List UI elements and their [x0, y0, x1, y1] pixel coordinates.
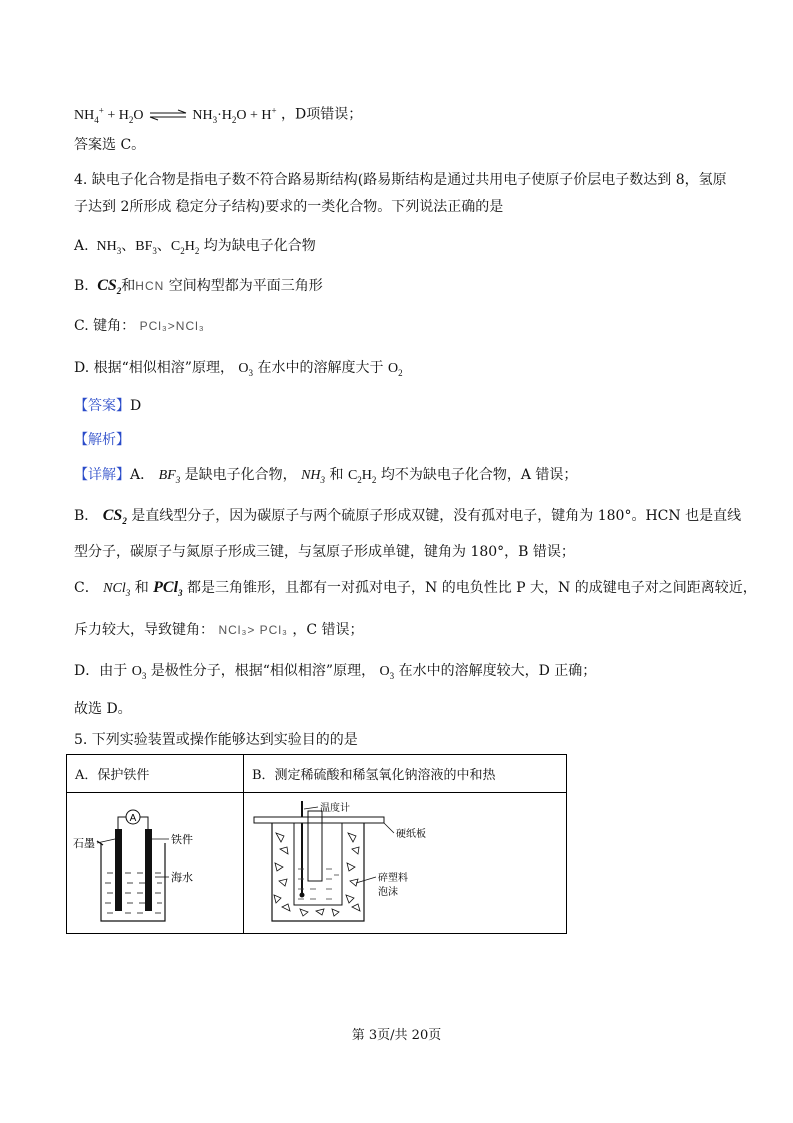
q4-stem-line2: 子达到 2所形成 稳定分子结构)要求的一类化合物。下列说法正确的是	[74, 199, 504, 215]
iron-electrode	[145, 829, 152, 911]
q4-option-a: A. $NH_3$、$BF_3$、$C_2H_2$ 均为缺电子化合物	[74, 238, 316, 256]
q4-stem-line1: 4. 缺电子化合物是指电子数不符合路易斯结构(路易斯结构是通过共用电子使原子价层电子数达到 8，氢原	[74, 172, 727, 188]
q5-option-a-head: A．保护铁件	[67, 755, 244, 793]
foam-pieces	[274, 833, 360, 916]
graphite-electrode	[115, 829, 122, 911]
graphite-label: 石墨	[73, 837, 95, 850]
q5-stem: 5. 下列实验装置或操作能够达到实验目的的是	[74, 732, 358, 748]
cardboard-label: 硬纸板	[396, 829, 426, 840]
electrolysis-apparatus-figure	[67, 793, 243, 929]
equilibrium-arrow-icon	[148, 109, 188, 121]
q4-conclusion: 故选 D。	[74, 701, 132, 717]
page-footer: 第 3页/共 20页	[351, 1028, 442, 1043]
q5-figure-b-cell	[244, 793, 567, 934]
q4-detail-c: C． NCl$_3$ 和 PCl$_3$ 都是三角锥形，且都有一对孤对电子，N 的电负性比 P 大，N 的成键电子对之间距离较近，	[74, 579, 757, 599]
ammeter-label: A	[129, 813, 137, 824]
q4-detail-c-line2: 斥力较大，导致键角： NCl₃> PCl₃ ，C 错误；	[74, 622, 364, 638]
q4-option-b: B. $CS_2$和HCN 空间构型都为平面三角形	[74, 277, 323, 297]
equation-line: $NH_4^+ + H_2O$ $NH_3\cdot H_2O + H^+$ ，D项错误；	[74, 105, 363, 125]
q4-detail-d: D．由于 $O_3$ 是极性分子，根据“相似相溶”原理， $O_3$ 在水中的溶解度较大，D 正确；	[74, 663, 597, 681]
foam-label-line1: 碎塑料	[378, 873, 408, 884]
q4-detail-a: 【详解】A． $BF_3$ 是缺电子化合物， $NH_3$ 和 $C_2H_2$ 均不为缺电子化合物，A 错误；	[74, 467, 578, 485]
q5-options-table	[66, 754, 567, 934]
thermometer-label: 温度计	[320, 803, 350, 814]
q4-option-d: D. 根据“相似相溶”原理， $O_3$ 在水中的溶解度大于 $O_2$	[74, 360, 403, 378]
foam-label-line2: 泡沫	[378, 887, 398, 898]
q4-analysis-tag: 【解析】	[74, 432, 130, 448]
prev-answer: 答案选 C。	[74, 137, 146, 153]
q5-option-b-head: B．测定稀硫酸和稀氢氧化钠溶液的中和热	[244, 755, 567, 793]
iron-label: 铁件	[171, 833, 193, 846]
q4-answer: 【答案】D	[74, 398, 142, 414]
seawater-dashes	[105, 873, 162, 913]
q4-option-c: C. 键角： PCl₃>NCl₃	[74, 318, 205, 334]
cardboard-lid	[254, 817, 384, 823]
q4-detail-b-line2: 型分子，碳原子与氮原子形成三键，与氢原子形成单键，键角为 180°，B 错误；	[74, 544, 575, 560]
q4-detail-b: B． $CS_2$ 是直线型分子，因为碳原子与两个硫原子形成双键，没有孤对电子，键角为 180°。HCN 也是直线	[74, 507, 742, 527]
q5-figure-a-cell	[67, 793, 244, 934]
calorimeter-figure	[244, 793, 566, 929]
seawater-label: 海水	[171, 871, 193, 884]
